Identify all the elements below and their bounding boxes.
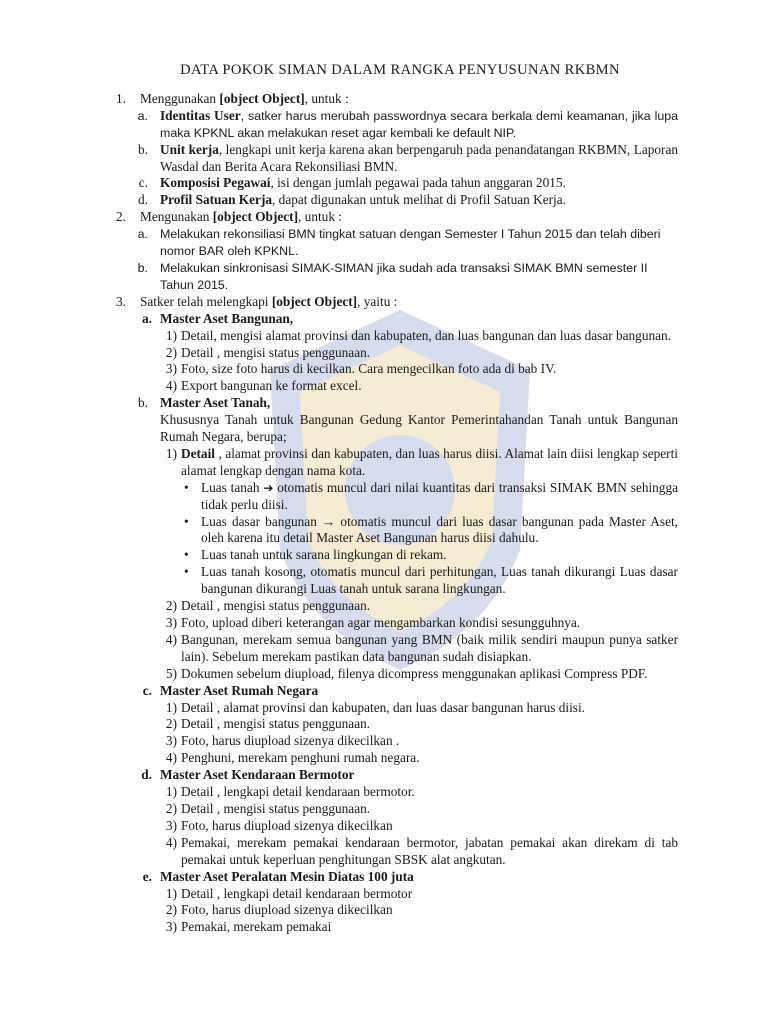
section-1: 1. Menggunakan [object Object], untuk : <box>112 91 678 108</box>
bullet-icon: • <box>184 513 189 529</box>
bullet-item: • Luas dasar bangunan → otomatis muncul dari luas dasar bangunan pada Master Aset, oleh karena itu detail Master Aset Bangunan harus diisi dahulu. <box>184 513 678 546</box>
bullet-icon: • <box>184 564 189 580</box>
list-item: 2) Foto, harus diupload sizenya dikecilkan <box>165 902 393 918</box>
bullet-icon: • <box>184 547 189 563</box>
list-item: 1) Detail , alamat provinsi dan kabupaten, dan luas harus diisi. Alamat lain diisi lengkap seperti alamat lengkap dengan nama kota. <box>165 445 678 478</box>
list-item: 1) Detail , lengkapi detail kendaraan bermotor <box>165 885 413 901</box>
bullet-item: • Luas tanah untuk sarana lingkungan di rekam. <box>184 547 447 563</box>
list-item: 2) Detail , mengisi status penggunaan. <box>165 598 371 614</box>
bullet-item: • Luas tanah ➔ otomatis muncul dari nilai kuantitas dari transaksi SIMAK BMN sehingga tidak perlu diisi. <box>184 479 679 512</box>
arrow-right-icon: ➔ <box>263 480 274 495</box>
bullet-item: • Luas tanah kosong, otomatis muncul dari perhitungan, Luas tanah dikurangi Luas dasar bangunan dikurangi Luas tanah untuk sarana lingkungan. <box>184 564 678 597</box>
subsection-e-heading: e. Master Aset Peralatan Mesin Diatas 100 juta <box>142 868 414 884</box>
list-item: 3) Foto, upload diberi keterangan agar mengambarkan kondisi sesungguhnya. <box>165 615 581 630</box>
section-1-item-c: c. Komposisi Pegawai, isi dengan jumlah pegawai pada tahun anggaran 2015. <box>138 175 566 191</box>
subsection-a-heading: a. Master Aset Bangunan, <box>142 310 294 326</box>
list-item: 5) Dokumen sebelum diupload, filenya dicompress menggunakan aplikasi Compress PDF. <box>165 665 648 681</box>
section-2: 2. Mengunakan [object Object], untuk : <box>112 209 678 226</box>
list-item: 1) Detail , alamat provinsi dan kabupaten, dan luas dasar bangunan harus diisi. <box>165 699 585 715</box>
subsection-d-heading: d. Master Aset Kendaraan Bermotor <box>141 767 355 783</box>
bullet-icon: • <box>184 479 189 495</box>
section-1-item-a: a. Identitas User, satker harus merubah passwordnya secara berkala demi keamanan, jika lupa maka KPKNL akan melakukan reset agar kembali ke default NIP. <box>137 107 678 140</box>
subsection-b-heading: b. Master Aset Tanah, <box>138 395 271 411</box>
list-item: 4) Penghuni, merekam penghuni rumah negara. <box>165 750 420 766</box>
section-number: 2. <box>116 209 126 225</box>
section-2-item-a: a. Melakukan rekonsiliasi BMN tingkat satuan dengan Semester I Tahun 2015 dan telah diberi nomor BAR oleh KPKNL. <box>137 227 661 259</box>
list-item: 2) Detail , mengisi status penggunaan. <box>165 716 371 732</box>
list-item: 3) Pemakai, merekam pemakai <box>165 919 332 935</box>
list-item: 4) Export bangunan ke format excel. <box>165 378 362 394</box>
list-item: 2) Detail , mengisi status penggunaan. <box>165 800 371 816</box>
subsection-c-heading: c. Master Aset Rumah Negara <box>142 682 319 698</box>
section-2-item-b: b. Melakukan sinkronisasi SIMAK-SIMAN jika sudah ada transaksi SIMAK BMN semester II Tahun 2015. <box>137 260 648 292</box>
section-number: 3. <box>116 293 126 309</box>
arrow-right-icon: → <box>322 513 336 529</box>
document <box>112 62 678 936</box>
section-3: 3. Satker telah melengkapi [object Object], yaitu : <box>112 294 678 311</box>
list-item: 3) Foto, size foto harus di kecilkan. Cara mengecilkan foto ada di bab IV. <box>165 361 557 377</box>
subsection-b-intro: Khususnya Tanah untuk Bangunan Gedung Kantor Pemerintahandan Tanah untuk Bangunan Rumah Negara, berupa; <box>160 412 678 445</box>
list-item: 3) Foto, harus diupload sizenya dikecilkan <box>165 817 393 833</box>
list-item: 3) Foto, harus diupload sizenya dikecilkan . <box>165 733 400 749</box>
document-title: DATA POKOK SIMAN DALAM RANGKA PENYUSUNAN RKBMN <box>180 62 620 78</box>
list-item: 2) Detail , mengisi status penggunaan. <box>165 344 371 360</box>
list-item: 4) Bangunan, merekam semua bangunan yang BMN (baik milik sendiri maupun punya satker lain). Sebelum merekam pastikan data bangunan sudah disiapkan. <box>165 631 678 664</box>
list-item: 4) Pemakai, merekam pemakai kendaraan bermotor, jabatan pemakai akan direkam di tab pemakai untuk keperluan penghitungan SBSK alat angkutan. <box>165 834 678 867</box>
list-item: 1) Detail, mengisi alamat provinsi dan kabupaten, dan luas bangunan dan luas dasar bangunan. <box>165 327 671 343</box>
list-item: 1) Detail , lengkapi detail kendaraan bermotor. <box>165 784 415 800</box>
section-1-item-b: b. Unit kerja, lengkapi unit kerja karena akan berpengaruh pada penandatangan RKBMN, Laporan Wasdal dan Berita Acara Rekonsiliasi BMN. <box>138 141 678 174</box>
section-1-item-d: d. Profil Satuan Kerja, dapat digunakan untuk melihat di Profil Satuan Kerja. <box>138 192 566 208</box>
section-number: 1. <box>116 90 126 106</box>
